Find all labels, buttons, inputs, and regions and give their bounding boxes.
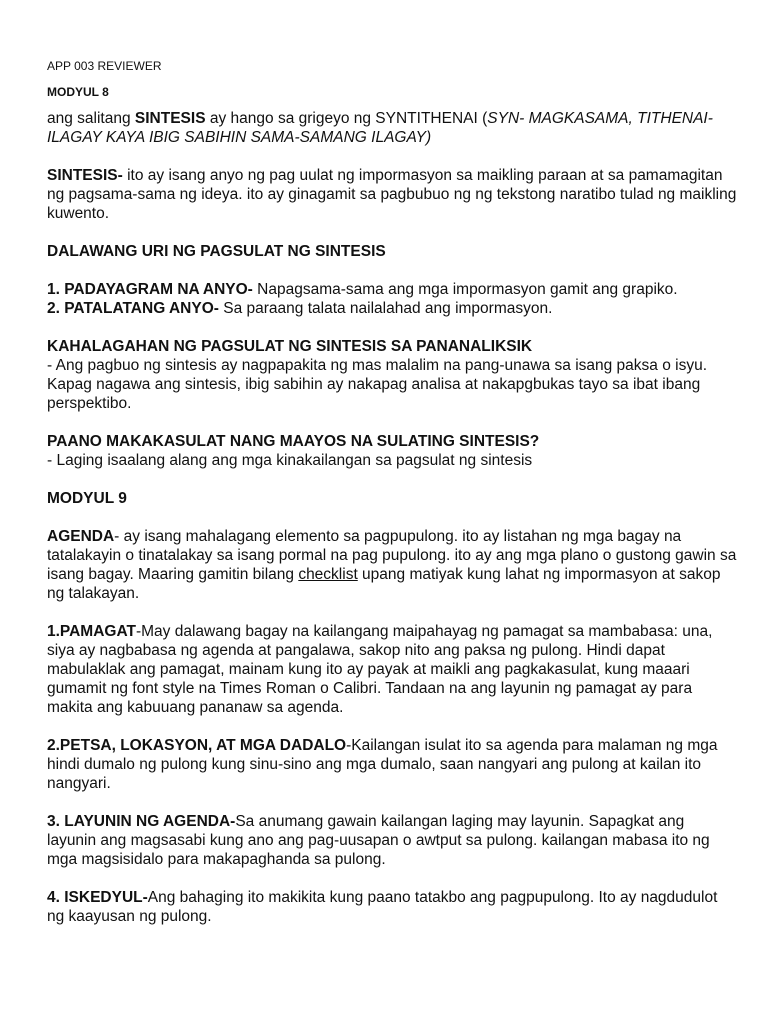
uri-heading: DALAWANG URI NG PAGSULAT NG SINTESIS bbox=[47, 243, 386, 260]
agenda-term: AGENDA bbox=[47, 528, 115, 545]
uri-item-2: 2. PATALATANG ANYO- Sa paraang talata nailalahad ang impormasyon. bbox=[47, 300, 553, 317]
module-9-heading: MODYUL 9 bbox=[47, 490, 127, 507]
module-8-label: MODYUL 8 bbox=[47, 85, 109, 99]
etymology-paragraph: ang salitang SINTESIS ay hango sa grigeyo ng SYNTITHENAI (SYN- MAGKASAMA, TITHENAI- ILAGAY KAYA IBIG SABIHIN SAMA-SAMANG ILAGAY) bbox=[47, 110, 713, 146]
checklist-link[interactable]: checklist bbox=[298, 566, 358, 583]
definition-term: SINTESIS- bbox=[47, 167, 123, 184]
agenda-item-1: 1.PAMAGAT-May dalawang bagay na kailangang maipahayag ng pamagat sa mambabasa: una, siya ay nagbabasa ng agenda at pangalawa, sakop nito ang paksa ng pulong. Hindi dapat mabulaklak ang pamagat, mainam kung ito ay payak at maikli ang pagkakasulat, kung maaari gumamit ng font style na Times Roman o Calibri. Tandaan na ang layunin ng pamagat ay para makita ang kabuuang pananaw sa agenda. bbox=[47, 623, 713, 716]
document-title: APP 003 REVIEWER bbox=[47, 59, 162, 73]
sintesis-term: SINTESIS bbox=[134, 110, 206, 127]
etymology-meaning: SYN- MAGKASAMA, TITHENAI- ILAGAY KAYA IBIG SABIHIN SAMA-SAMANG ILAGAY) bbox=[47, 110, 713, 146]
agenda-item-3: 3. LAYUNIN NG AGENDA-Sa anumang gawain kailangan laging may layunin. Sapagkat ang layunin ang magsasabi kung ano ang pag-uusapan o awtput sa pulong. kailangan mabasa ito ng mga magsisidalo para makapaghanda sa pulong. bbox=[47, 813, 710, 868]
paano-heading: PAANO MAKAKASULAT NANG MAAYOS NA SULATING SINTESIS? bbox=[47, 433, 540, 450]
kahalagahan-heading: KAHALAGAHAN NG PAGSULAT NG SINTESIS SA PANANALIKSIK bbox=[47, 338, 533, 355]
document-page bbox=[47, 58, 737, 945]
uri-item-1: 1. PADAYAGRAM NA ANYO- Napagsama-sama ang mga impormasyon gamit ang grapiko. bbox=[47, 281, 678, 298]
agenda-item-2: 2.PETSA, LOKASYON, AT MGA DADALO-Kailangan isulat ito sa agenda para malaman ng mga hindi dumalo ng pulong kung sinu-sino ang mga dumalo, saan nangyari ang pulong at kailan ito nangyari. bbox=[47, 737, 718, 792]
agenda-paragraph: AGENDA- ay isang mahalagang elemento sa pagpupulong. ito ay listahan ng mga bagay na tatalakayin o tinatalakay sa isang pormal na pag pupulong. ito ay ang mga plano o gustong gawin sa isang bagay. Maaring gamitin bilang checklist upang matiyak kung lahat ng impormasyon at sakop ng talakayan. bbox=[47, 528, 737, 602]
paano-section: PAANO MAKAKASULAT NANG MAAYOS NA SULATING SINTESIS? - Laging isaalang alang ang mga kinakailangan sa pagsulat ng sintesis bbox=[47, 433, 540, 469]
definition-paragraph: SINTESIS- ito ay isang anyo ng pag uulat ng impormasyon sa maikling paraan at sa pamamagitan ng pagsama-sama ng ideya. ito ay ginagamit sa pagbubuo ng ng tekstong naratibo tulad ng maikling kuwento. bbox=[47, 167, 737, 222]
kahalagahan-section: KAHALAGAHAN NG PAGSULAT NG SINTESIS SA PANANALIKSIK - Ang pagbuo ng sintesis ay nagpapakita ng mas malalim na pang-unawa sa isang paksa o isyu. Kapag nagawa ang sintesis, ibig sabihin ay nakapag analisa at nakapgbukas tayo sa ibat ibang perspektibo. bbox=[47, 338, 708, 412]
agenda-item-4: 4. ISKEDYUL-Ang bahaging ito makikita kung paano tatakbo ang pagpupulong. Ito ay nagdudulot ng kaayusan ng pulong. bbox=[47, 889, 718, 925]
